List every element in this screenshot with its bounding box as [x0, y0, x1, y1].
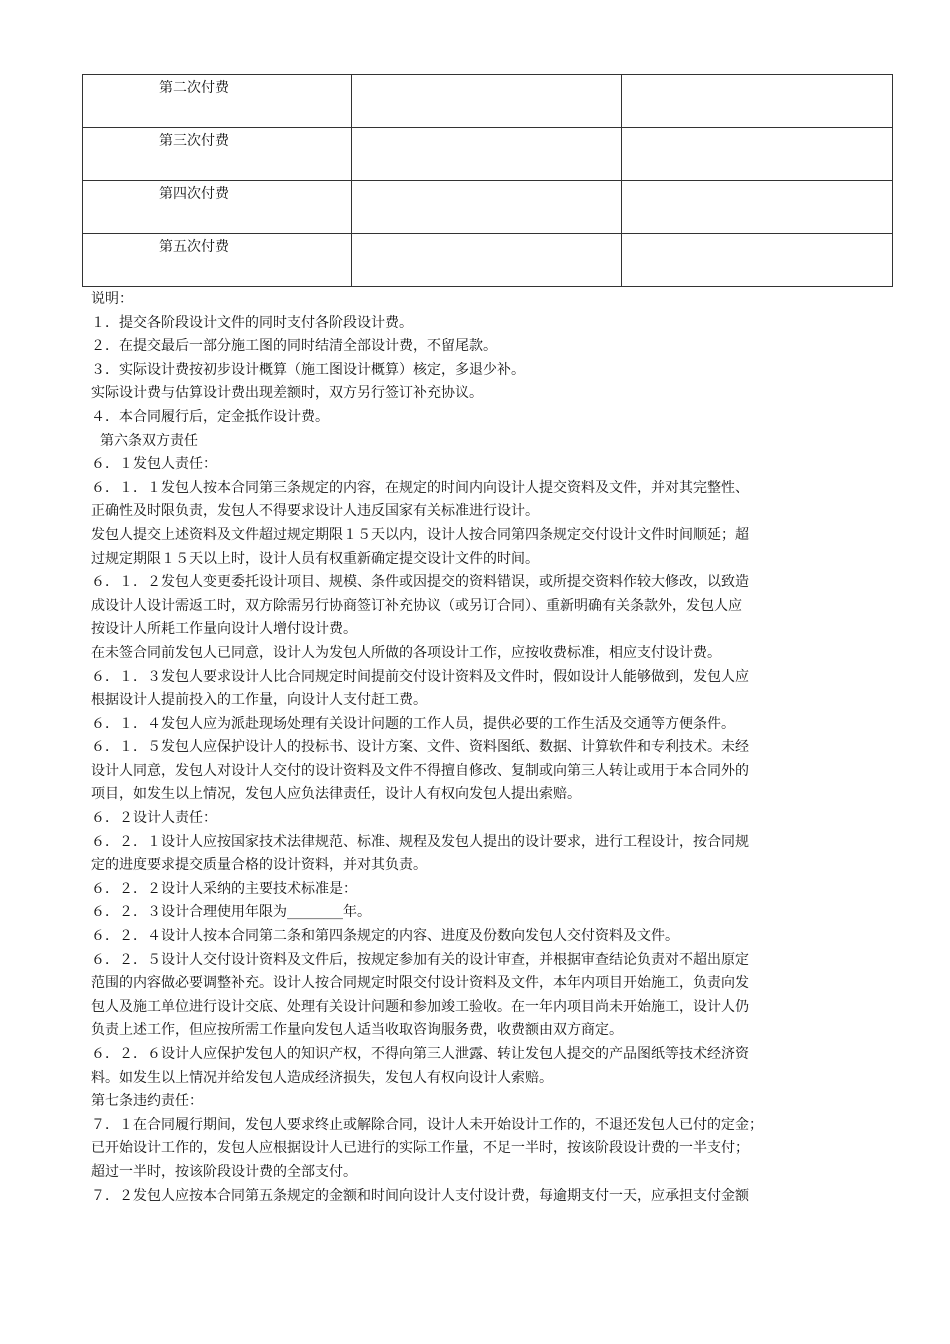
text-line: 定的进度要求提交质量合格的设计资料，并对其负责。 — [91, 857, 427, 874]
text-line: ６．２．５设计人交付设计资料及文件后，按规定参加有关的设计审查，并根据审查结论负责对不超出原定 — [91, 951, 749, 968]
payment-date-cell — [622, 181, 893, 234]
table-row — [83, 234, 893, 287]
text-line: ６．１．３发包人要求设计人比合同规定时间提前交付设计资料及文件时，假如设计人能够做到，发包人应 — [91, 668, 749, 685]
payment-amount-cell — [352, 75, 622, 128]
text-line: ７．１在合同履行期间，发包人要求终止或解除合同，设计人未开始设计工作的，不退还发包人已付的定金； — [91, 1116, 763, 1133]
payment-date-cell — [622, 75, 893, 128]
text-line: 料。如发生以上情况并给发包人造成经济损失，发包人有权向设计人索赔。 — [91, 1069, 553, 1086]
payment-label: 第二次付费 — [159, 80, 229, 96]
text-line: ３．实际设计费按初步设计概算（施工图设计概算）核定，多退少补。 — [91, 361, 525, 378]
text-line: ６．２．４设计人按本合同第二条和第四条规定的内容、进度及份数向发包人交付资料及文件。 — [91, 928, 679, 945]
text-line: ４．本合同履行后，定金抵作设计费。 — [91, 408, 329, 425]
payment-amount-cell — [352, 234, 622, 287]
payment-label-cell — [83, 128, 352, 181]
table-row — [83, 75, 893, 128]
table-row — [83, 181, 893, 234]
section-heading: 第七条违约责任： — [91, 1093, 203, 1110]
text-line: ６．２．２设计人采纳的主要技术标准是： — [91, 880, 357, 897]
text-line: 已开始设计工作的，发包人应根据设计人已进行的实际工作量，不足一半时，按该阶段设计费的一半支付； — [91, 1140, 749, 1157]
text-line: ６．２．３设计合理使用年限为________年。 — [91, 904, 371, 921]
payment-label: 第五次付费 — [159, 239, 229, 255]
text-line: 过规定期限１５天以上时，设计人员有权重新确定提交设计文件的时间。 — [91, 550, 539, 567]
text-line: 按设计人所耗工作量向设计人增付设计费。 — [91, 621, 357, 638]
payment-label: 第三次付费 — [159, 133, 229, 149]
text-line: ６．２设计人责任： — [91, 810, 217, 827]
text-line: 实际设计费与估算设计费出现差额时，双方另行签订补充协议。 — [91, 385, 483, 402]
text-line: ６．２．１设计人应按国家技术法律规范、标准、规程及发包人提出的设计要求，进行工程设计，按合同规 — [91, 833, 749, 850]
notes-heading: 说明： — [91, 291, 133, 307]
text-line: ２．在提交最后一部分施工图的同时结清全部设计费，不留尾款。 — [91, 338, 497, 355]
text-line: ６．１．５发包人应保护设计人的投标书、设计方案、文件、资料图纸、数据、计算软件和专利技术。未经 — [91, 739, 749, 756]
text-line: 发包人提交上述资料及文件超过规定期限１５天以内，设计人按合同第四条规定交付设计文件时间顺延；超 — [91, 526, 749, 543]
section-heading: 第六条双方责任 — [100, 432, 198, 449]
text-line: ７．２发包人应按本合同第五条规定的金额和时间向设计人支付设计费，每逾期支付一天，应承担支付金额 — [91, 1187, 749, 1204]
payment-amount-cell — [352, 128, 622, 181]
payment-date-cell — [622, 234, 893, 287]
payment-label-cell — [83, 75, 352, 128]
text-line: 正确性及时限负责，发包人不得要求设计人违反国家有关标准进行设计。 — [91, 503, 539, 520]
text-line: 在未签合同前发包人已同意，设计人为发包人所做的各项设计工作，应按收费标准，相应支付设计费。 — [91, 644, 721, 661]
payment-label: 第四次付费 — [159, 186, 229, 202]
text-line: ６．１．１发包人按本合同第三条规定的内容，在规定的时间内向设计人提交资料及文件，并对其完整性、 — [91, 479, 749, 496]
text-line: 设计人同意，发包人对设计人交付的设计资料及文件不得擅自修改、复制或向第三人转让或用于本合同外的 — [91, 762, 749, 779]
text-line: ６．１．４发包人应为派赴现场处理有关设计问题的工作人员，提供必要的工作生活及交通等方便条件。 — [91, 715, 735, 732]
text-line: 范围的内容做必要调整补充。设计人按合同规定时限交付设计资料及文件，本年内项目开始施工，负责向发 — [91, 975, 749, 992]
table-row — [83, 128, 893, 181]
payment-amount-cell — [352, 181, 622, 234]
payment-schedule-table — [82, 74, 893, 287]
text-line: ６．１．２发包人变更委托设计项目、规模、条件或因提交的资料错误，或所提交资料作较大修改，以致造 — [91, 574, 749, 591]
contract-body-text — [91, 288, 891, 1208]
text-line: 超过一半时，按该阶段设计费的全部支付。 — [91, 1163, 357, 1180]
text-line: 项目，如发生以上情况，发包人应负法律责任，设计人有权向发包人提出索赔。 — [91, 786, 581, 803]
payment-label-cell — [83, 234, 352, 287]
text-line: ６．１发包人责任： — [91, 456, 217, 473]
text-line: １．提交各阶段设计文件的同时支付各阶段设计费。 — [91, 314, 413, 331]
text-line: 包人及施工单位进行设计交底、处理有关设计问题和参加竣工验收。在一年内项目尚未开始施工，设计人仍 — [91, 998, 749, 1015]
text-line: ６．２．６设计人应保护发包人的知识产权，不得向第三人泄露、转让发包人提交的产品图纸等技术经济资 — [91, 1046, 749, 1062]
text-line: 负责上述工作，但应按所需工作量向发包人适当收取咨询服务费，收费额由双方商定。 — [91, 1022, 623, 1039]
text-line: 成设计人设计需返工时，双方除需另行协商签订补充协议（或另订合同）、重新明确有关条款外，发包人应 — [91, 597, 742, 614]
payment-label-cell — [83, 181, 352, 234]
text-line: 根据设计人提前投入的工作量，向设计人支付赶工费。 — [91, 692, 427, 709]
payment-date-cell — [622, 128, 893, 181]
